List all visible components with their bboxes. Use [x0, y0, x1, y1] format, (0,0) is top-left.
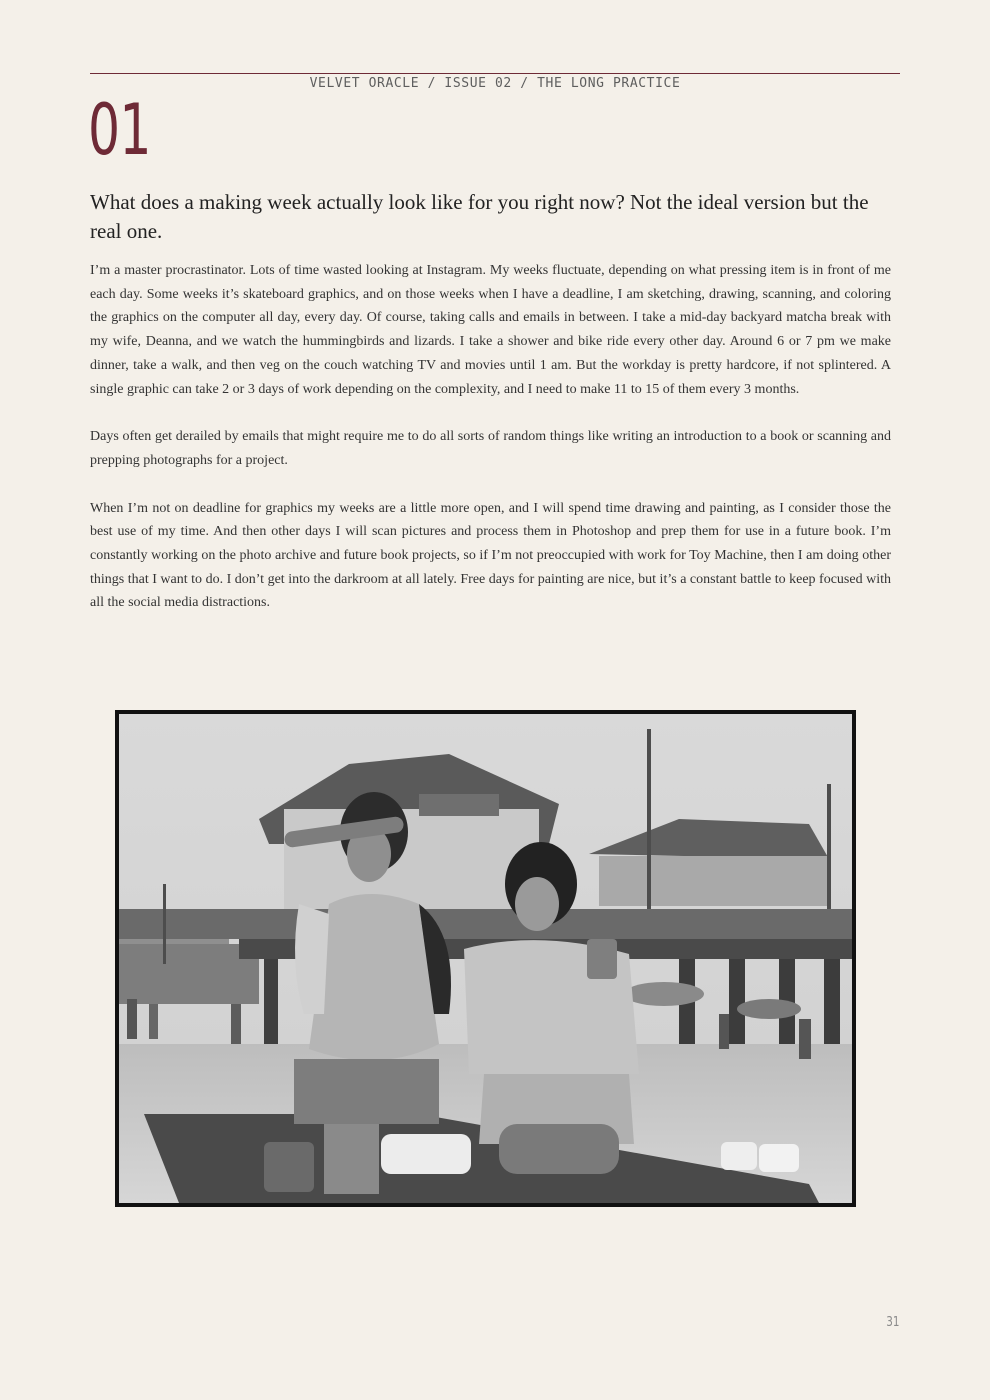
beach-photograph: [115, 710, 856, 1207]
answer-paragraph: When I’m not on deadline for graphics my weeks are a little more open, and I will spend time drawing and painting, as I consider those the best use of my time. And then other days I will scan pictures and process them in Photoshop and prep them for use in a future book. I’m constantly working on the photo archive and future book projects, so if I’m not preoccupied with work for Toy Machine, then I am doing other things that I want to do. I don’t get into the darkroom at all lately. Free days for painting are nice, but it’s a constant battle to keep focused with all the social media distractions.: [90, 500, 891, 611]
answer-body: [90, 259, 891, 639]
photo-illustration: [119, 714, 852, 1203]
header-rule: [90, 73, 900, 74]
running-head: VELVET ORACLE / ISSUE 02 / THE LONG PRACTICE: [309, 76, 681, 91]
answer-paragraph: I’m a master procrastinator. Lots of time wasted looking at Instagram. My weeks fluctuate, depending on what pressing item is in front of me each day. Some weeks it’s skateboard graphics, and on those weeks when I have a deadline, I am sketching, drawing, scanning, and coloring the graphics on the computer all day, every day. Of course, taking calls and emails in between. I take a mid-day backyard matcha break with my wife, Deanna, and we watch the hummingbirds and lizards. I take a shower and bike ride every other day. Around 6 or 7 pm we make dinner, take a walk, and then veg on the couch watching TV and movies until 1 am. But the workday is pretty hardcore, if not splintered. A single graphic can take 2 or 3 days of work depending on the complexity, and I need to make 11 to 15 of them every 3 months.: [90, 263, 891, 397]
question-number: 01: [88, 89, 151, 171]
page-number: 31: [886, 1315, 900, 1330]
answer-paragraph: Days often get derailed by emails that might require me to do all sorts of random things like writing an introduction to a book or scanning and prepping photographs for a project.: [90, 429, 891, 468]
interview-question: What does a making week actually look like for you right now? Not the ideal version but the real one.: [90, 190, 869, 243]
